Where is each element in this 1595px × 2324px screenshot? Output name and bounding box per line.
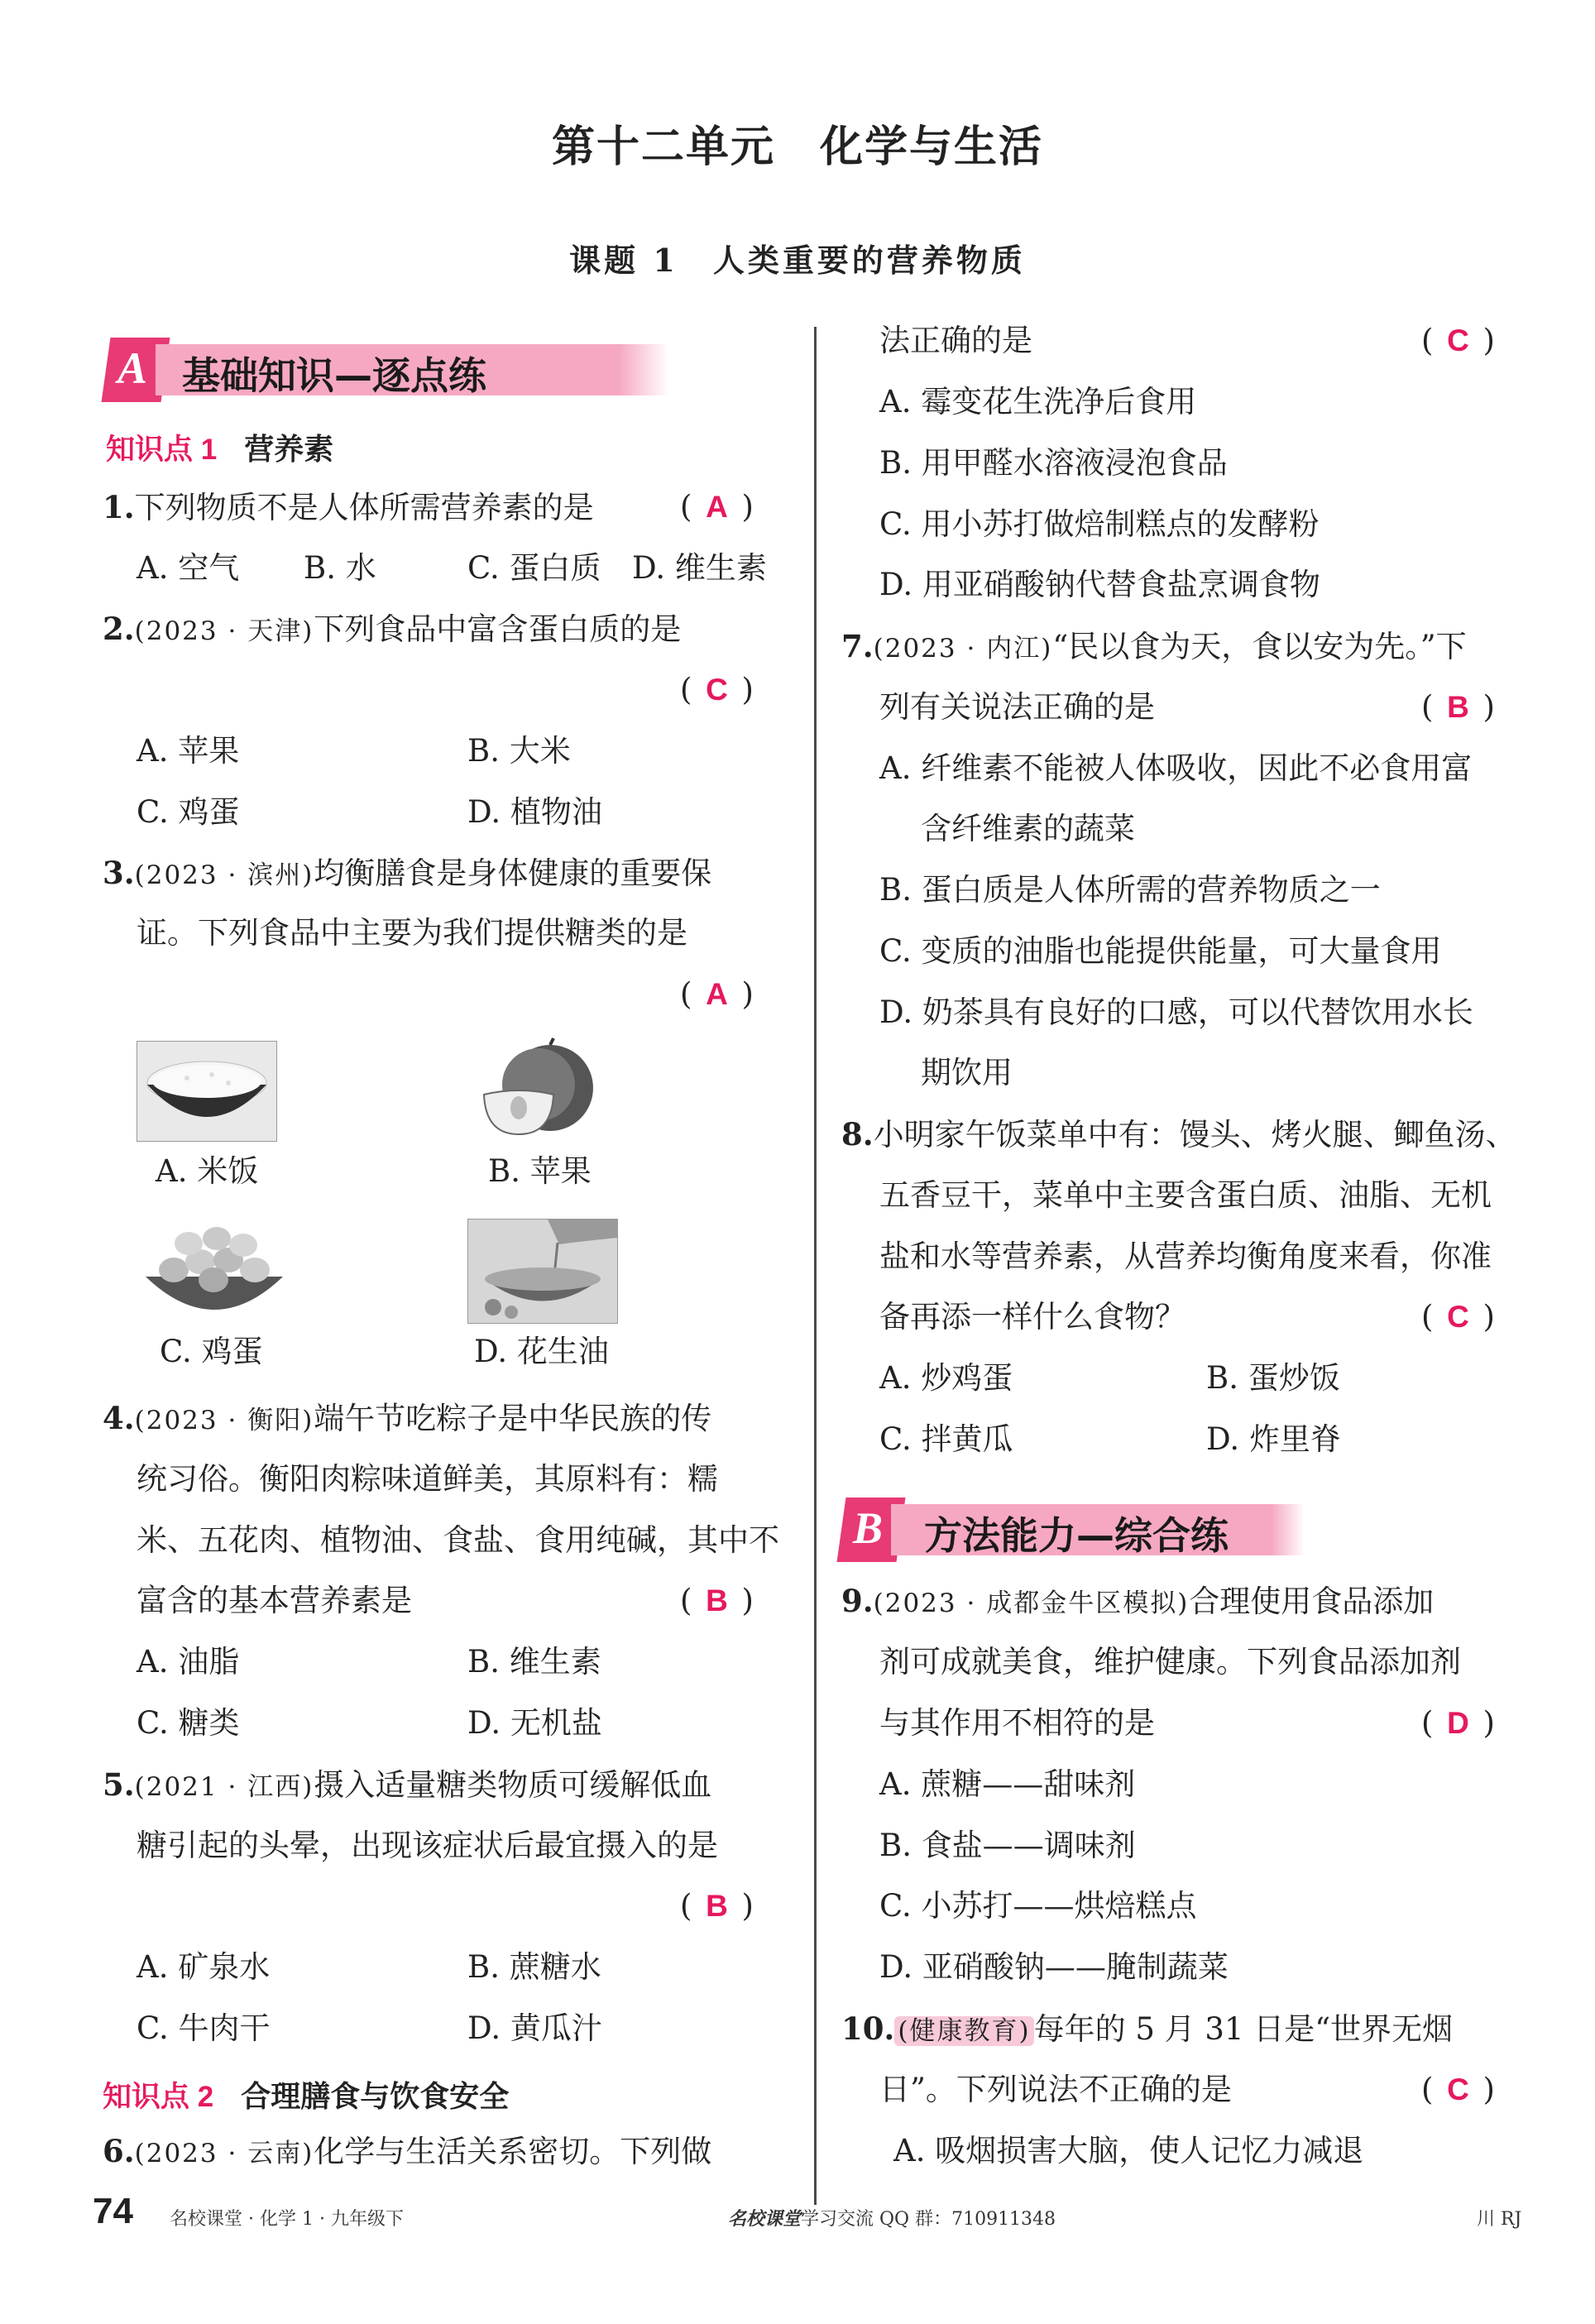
section-b-banner <box>841 1497 1305 1562</box>
q5-option-b: B. 蔗糖水 <box>467 1949 601 1985</box>
q9-option-a: A. 蔗糖——甜味剂 <box>879 1766 1136 1802</box>
q4-stem-line2: 统习俗。衡阳肉粽味道鲜美，其原料有：糯 <box>137 1461 718 1497</box>
q7-answer: ( B ) <box>1421 689 1495 725</box>
kp1-label: 知识点 1 <box>106 434 218 466</box>
q9-option-d: D. 亚硝酸钠——腌制蔬菜 <box>879 1949 1229 1985</box>
q8-option-c: C. 拌黄瓜 <box>879 1421 1013 1457</box>
q1-option-b: B. 水 <box>304 550 376 586</box>
q5-stem-line2: 糖引起的头晕，出现该症状后最宜摄入的是 <box>137 1828 718 1863</box>
q8-stem-line2: 五香豆干，菜单中主要含蛋白质、油脂、无机 <box>879 1177 1492 1213</box>
q4-option-d: D. 无机盐 <box>467 1705 602 1741</box>
section-a-letter: A <box>117 343 148 393</box>
q2-answer: ( C ) <box>680 672 754 707</box>
q8-stem-line3: 盐和水等营养素，从营养均衡角度来看，你准 <box>879 1239 1492 1274</box>
section-a-banner <box>106 338 569 402</box>
q8-option-a: A. 炒鸡蛋 <box>879 1360 1013 1396</box>
q2-option-a: A. 苹果 <box>137 733 240 769</box>
rice-bowl-icon <box>137 1042 276 1141</box>
q10-tag: (健康教育) <box>894 2016 1033 2046</box>
q6-answer: ( C ) <box>1421 323 1495 358</box>
q10-stem-line2: 日”。下列说法不正确的是 <box>879 2072 1232 2107</box>
kp1-title: 营养素 <box>244 432 334 466</box>
page-number: 74 <box>93 2191 133 2231</box>
lesson-title: 课题 1 人类重要的营养物质 <box>569 242 1026 279</box>
q3-option-d: D. 花生油 <box>474 1334 609 1369</box>
q5-option-d: D. 黄瓜汁 <box>467 2010 602 2046</box>
peanut-oil-icon <box>468 1220 617 1323</box>
section-a-title: 基础知识—逐点练 <box>182 353 486 398</box>
footer-qq: 名校课堂学习交流 QQ 群：710911348 <box>728 2208 1056 2230</box>
q3-answer: ( A ) <box>680 976 754 1012</box>
q4-stem-line4: 富含的基本营养素是 <box>137 1583 412 1618</box>
apple-icon <box>467 1037 606 1140</box>
q6-option-d: D. 用亚硝酸钠代替食盐烹调食物 <box>879 567 1320 602</box>
footer-edition: 川 RJ <box>1477 2209 1522 2230</box>
q7-stem-line2: 列有关说法正确的是 <box>879 689 1155 725</box>
q5-answer: ( B ) <box>680 1888 754 1924</box>
q7-option-b: B. 蛋白质是人体所需的营养物质之一 <box>879 872 1381 908</box>
q4-option-a: A. 油脂 <box>137 1644 240 1680</box>
q2-option-b: B. 大米 <box>467 733 571 769</box>
q3-stem-line1: 3.(2023 · 滨州)均衡膳食是身体健康的重要保 <box>103 855 712 891</box>
q7-stem-line1: 7.(2023 · 内江)“民以食为天，食以安为先。”下 <box>841 628 1467 664</box>
unit-title: 第十二单元 化学与生活 <box>551 122 1043 172</box>
q4-option-c: C. 糖类 <box>137 1705 240 1741</box>
column-divider <box>814 327 817 2205</box>
q9-option-c: C. 小苏打——烘焙糕点 <box>879 1888 1197 1924</box>
q1-option-c: C. 蛋白质 <box>467 550 601 586</box>
q8-option-d: D. 炸里脊 <box>1206 1421 1341 1457</box>
section-b-title: 方法能力—综合练 <box>924 1513 1229 1558</box>
q6-stem-line2: 法正确的是 <box>879 323 1032 358</box>
q9-stem-line2: 剂可成就美食，维护健康。下列食品添加剂 <box>879 1644 1461 1680</box>
apple-image <box>467 1037 606 1140</box>
q6-stem-line1: 6.(2023 · 云南)化学与生活关系密切。下列做 <box>103 2133 712 2169</box>
q10-answer: ( C ) <box>1421 2072 1495 2107</box>
q7-option-d: D. 奶茶具有良好的口感，可以代替饮用水长 <box>879 994 1473 1030</box>
q2-option-c: C. 鸡蛋 <box>137 794 240 830</box>
q9-stem-line1: 9.(2023 · 成都金牛区模拟)合理使用食品添加 <box>841 1583 1435 1619</box>
q7-option-a-cont: 含纤维素的蔬菜 <box>921 811 1135 846</box>
q1-answer: ( A ) <box>680 489 754 525</box>
section-b-letter: B <box>853 1503 884 1553</box>
kp2-title: 合理膳食与饮食安全 <box>241 2079 510 2113</box>
q5-option-c: C. 牛肉干 <box>137 2010 271 2046</box>
q10-stem-line1: 10. (健康教育) 每年的 5 月 31 日是“世界无烟 <box>841 2010 1454 2047</box>
q4-option-b: B. 维生素 <box>467 1644 601 1680</box>
q3-option-b: B. 苹果 <box>488 1153 592 1189</box>
q2-option-d: D. 植物油 <box>467 794 602 830</box>
q5-stem-line1: 5.(2021 · 江西)摄入适量糖类物质可缓解低血 <box>103 1766 712 1803</box>
q6-option-b: B. 用甲醛水溶液浸泡食品 <box>879 445 1228 481</box>
knowledge-point-1 <box>106 426 333 468</box>
q1-option-a: A. 空气 <box>137 550 240 586</box>
q1-stem: 1.下列物质不是人体所需营养素的是 <box>103 489 594 525</box>
q3-option-c: C. 鸡蛋 <box>160 1334 263 1369</box>
q8-stem-line4: 备再添一样什么食物？ <box>879 1299 1185 1335</box>
footer-book-title: 名校课堂 · 化学 1 · 九年级下 <box>170 2209 404 2230</box>
q6-option-a: A. 霉变花生洗净后食用 <box>879 384 1197 419</box>
q8-option-b: B. 蛋炒饭 <box>1206 1360 1340 1396</box>
q2-stem: 2.(2023 · 天津)下列食品中富含蛋白质的是 <box>103 611 682 647</box>
q9-option-b: B. 食盐——调味剂 <box>879 1828 1136 1863</box>
q7-option-a: A. 纤维素不能被人体吸收，因此不必食用富 <box>879 750 1473 786</box>
eggs-basket-icon <box>141 1219 288 1322</box>
q3-stem-line2: 证。下列食品中主要为我们提供糖类的是 <box>137 915 687 951</box>
q4-stem-line3: 米、五花肉、植物油、食盐、食用纯碱，其中不 <box>137 1522 779 1558</box>
peanut-oil-image <box>467 1219 618 1324</box>
q4-answer: ( B ) <box>680 1583 754 1618</box>
q8-stem-line1: 8.小明家午饭菜单中有：馒头、烤火腿、鲫鱼汤、 <box>841 1116 1516 1152</box>
rice-bowl-image <box>137 1041 277 1142</box>
q9-answer: ( D ) <box>1421 1705 1495 1741</box>
q1-option-d: D. 维生素 <box>632 550 767 586</box>
q9-stem-line3: 与其作用不相符的是 <box>879 1705 1155 1741</box>
eggs-basket-image <box>141 1219 288 1322</box>
brand-logo: 名校课堂 <box>728 2208 802 2229</box>
q6-option-c: C. 用小苏打做焙制糕点的发酵粉 <box>879 506 1320 542</box>
q5-option-a: A. 矿泉水 <box>137 1949 271 1985</box>
q10-option-a: A. 吸烟损害大脑，使人记忆力减退 <box>893 2133 1364 2168</box>
kp2-label: 知识点 2 <box>103 2081 214 2113</box>
knowledge-point-2 <box>103 2073 509 2116</box>
q4-stem-line1: 4.(2023 · 衡阳)端午节吃粽子是中华民族的传 <box>103 1400 712 1436</box>
q8-answer: ( C ) <box>1421 1299 1495 1335</box>
q7-option-c: C. 变质的油脂也能提供能量，可大量食用 <box>879 933 1442 969</box>
q3-option-a: A. 米饭 <box>156 1153 259 1189</box>
q7-option-d-cont: 期饮用 <box>921 1055 1013 1090</box>
